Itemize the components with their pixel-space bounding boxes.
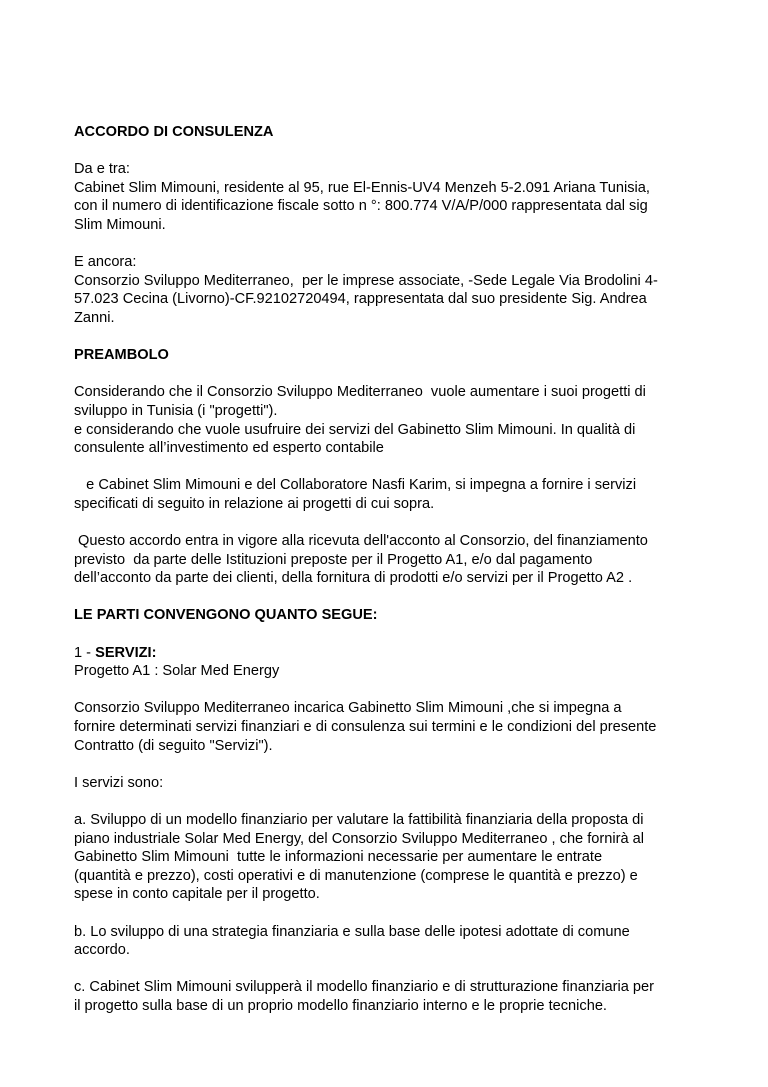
preamble-paragraph xyxy=(74,476,728,513)
paragraph-line: dell’acconto da parte dei clienti, della fornitura di prodotti e/o servizi per il Progetto A2 . xyxy=(74,570,633,587)
paragraph-line: previsto da parte delle Istituzioni preposte per il Progetto A1, e/o dal pagamento xyxy=(74,551,593,568)
service-item-b xyxy=(74,923,728,960)
party1-intro: Da e tra: xyxy=(74,161,130,178)
paragraph-line: e considerando che vuole usufruire dei servizi del Gabinetto Slim Mimouni. In qualità di xyxy=(74,421,636,438)
section-number: 1 - xyxy=(74,644,96,661)
party2-line: 57.023 Cecina (Livorno)-CF.92102720494, rappresentata dal suo presidente Sig. Andrea xyxy=(74,291,647,308)
paragraph-line: consulente all’investimento ed esperto contabile xyxy=(74,440,384,457)
service-item-c xyxy=(74,978,728,1015)
paragraph-line: accordo. xyxy=(74,942,130,959)
party2-line: Consorzio Sviluppo Mediterraneo, per le imprese associate, -Sede Legale Via Brodolini 4- xyxy=(74,272,658,289)
preamble-paragraph xyxy=(74,383,728,457)
section-1 xyxy=(74,644,728,1016)
party2-intro: E ancora: xyxy=(74,254,137,271)
service-item-a xyxy=(74,811,728,904)
paragraph-line: piano industriale Solar Med Energy, del Consorzio Sviluppo Mediterraneo , che fornirà al xyxy=(74,830,645,847)
preamble-heading: PREAMBOLO xyxy=(74,347,169,364)
services-intro: I servizi sono: xyxy=(74,774,164,791)
paragraph-line: il progetto sulla base di un proprio modello finanziario interno e le proprie tecniche. xyxy=(74,997,607,1014)
project-label: Progetto A1 : Solar Med Energy xyxy=(74,663,280,680)
paragraph-line: a. Sviluppo di un modello finanziario per valutare la fattibilità finanziaria della proposta di xyxy=(74,811,644,828)
paragraph-line: Gabinetto Slim Mimouni tutte le informazioni necessarie per aumentare le entrate xyxy=(74,849,603,866)
document-title: ACCORDO DI CONSULENZA xyxy=(74,124,274,140)
party1-line: con il numero di identificazione fiscale sotto n °: 800.774 V/A/P/000 rappresentata dal sig xyxy=(74,198,648,215)
paragraph-line: b. Lo sviluppo di una strategia finanziaria e sulla base delle ipotesi adottate di comune xyxy=(74,923,630,940)
paragraph-line: (quantità e prezzo), costi operativi e di manutenzione (comprese le quantità e prezzo) e xyxy=(74,867,638,884)
paragraph-line: e Cabinet Slim Mimouni e del Collaboratore Nasfi Karim, si impegna a fornire i servizi xyxy=(74,477,637,494)
paragraph-line: specificati di seguito in relazione ai progetti di cui sopra. xyxy=(74,495,435,512)
party1-line: Cabinet Slim Mimouni, residente al 95, rue El-Ennis-UV4 Menzeh 5-2.091 Ariana Tunisia, xyxy=(74,179,650,196)
paragraph-line: spese in conto capitale per il progetto. xyxy=(74,886,320,903)
paragraph-line: Considerando che il Consorzio Sviluppo Mediterraneo vuole aumentare i suoi progetti di xyxy=(74,384,646,401)
party1-block xyxy=(74,160,728,234)
party2-line: Zanni. xyxy=(74,309,115,326)
party2-block xyxy=(74,253,728,327)
paragraph-line: c. Cabinet Slim Mimouni svilupperà il modello finanziario e di strutturazione finanziaria per xyxy=(74,979,654,996)
paragraph-line: sviluppo in Tunisia (i "progetti"). xyxy=(74,402,278,419)
paragraph-line: Consorzio Sviluppo Mediterraneo incarica Gabinetto Slim Mimouni ,che si impegna a xyxy=(74,700,622,717)
party1-line: Slim Mimouni. xyxy=(74,216,166,233)
preamble-paragraph xyxy=(74,532,728,588)
paragraph-line: Questo accordo entra in vigore alla ricevuta dell'acconto al Consorzio, del finanziamento xyxy=(74,533,648,550)
paragraph-line: fornire determinati servizi finanziari e di consulenza sui termini e le condizioni del presente xyxy=(74,719,657,735)
paragraph-line: Contratto (di seguito "Servizi"). xyxy=(74,737,273,754)
section-title: SERVIZI: xyxy=(95,644,157,661)
section-heading xyxy=(74,644,728,663)
agreement-heading: LE PARTI CONVENGONO QUANTO SEGUE: xyxy=(74,607,378,624)
